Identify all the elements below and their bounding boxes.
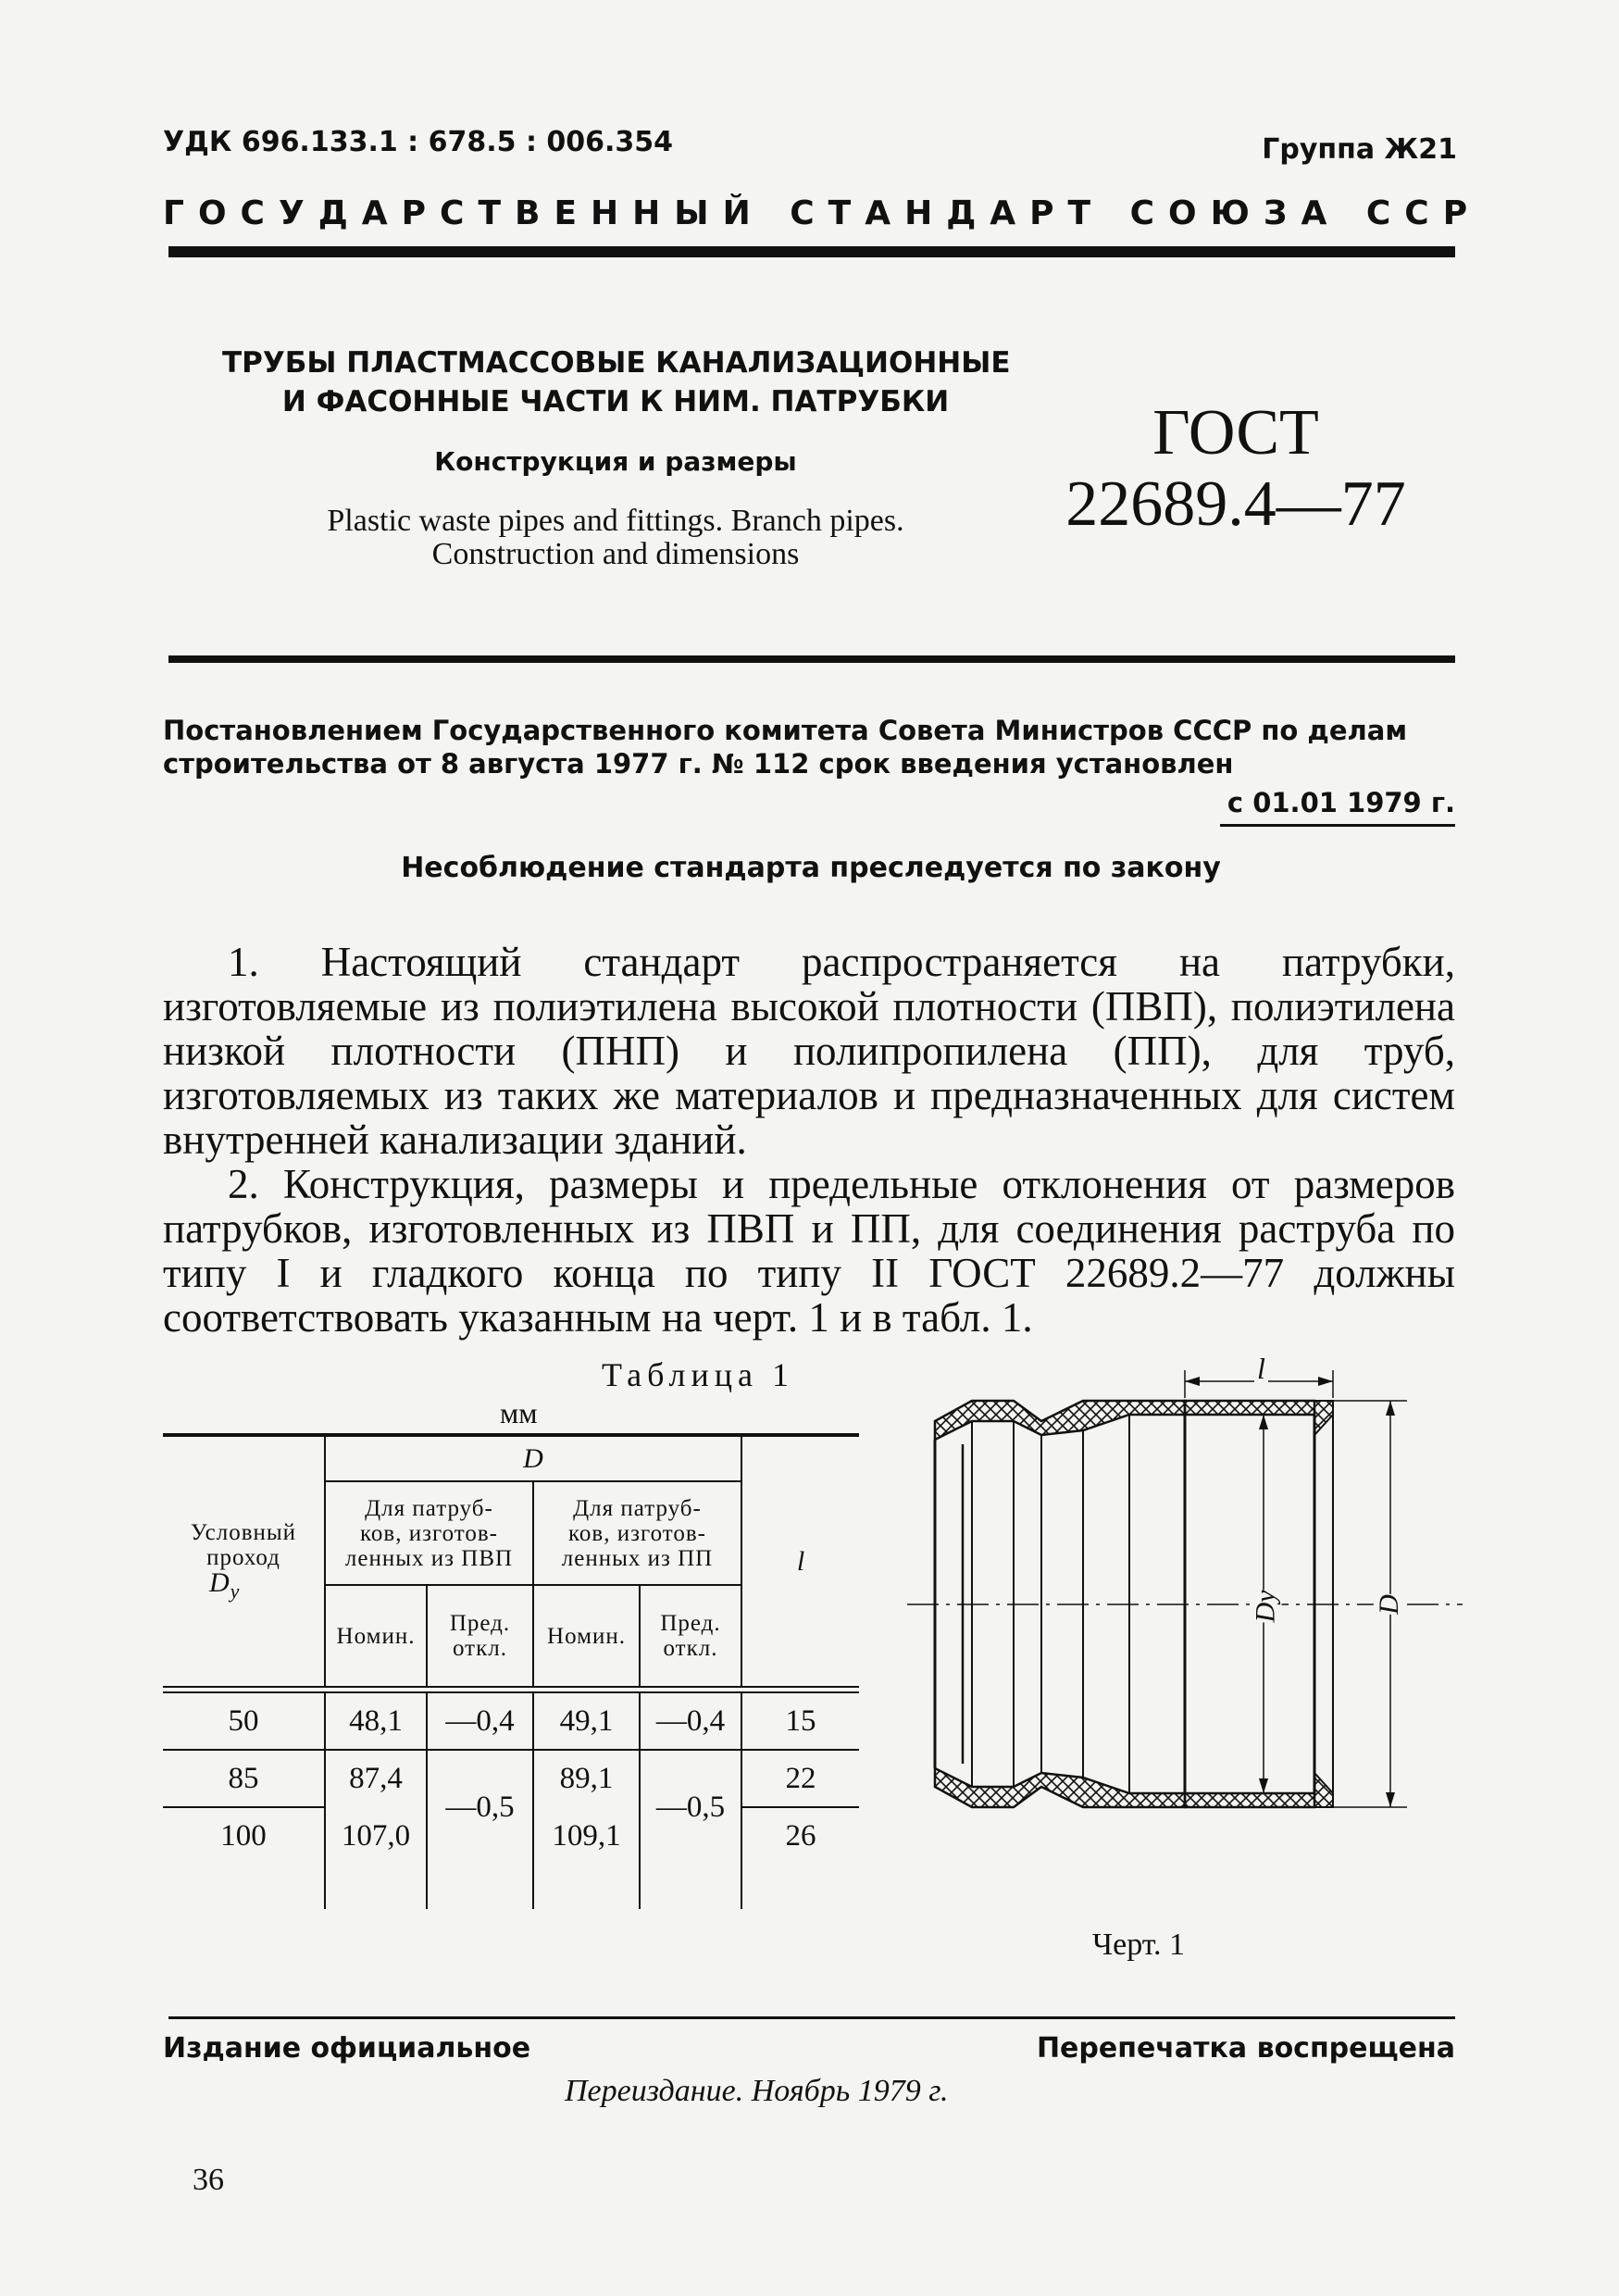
reprint-prohibited: Перепечатка воспрещена <box>1036 2032 1455 2065</box>
law-warning: Несоблюдение стандарта преследуется по закону <box>401 852 1221 884</box>
cell-pp-dev-merged: —0,5 <box>640 1750 741 1865</box>
drawing-caption: Черт. 1 <box>1092 1928 1186 1962</box>
cell-dn: 100 <box>163 1807 325 1865</box>
state-standard-banner: ГОСУДАРСТВЕННЫЙ СТАНДАРТ СОЮЗА ССР <box>163 194 1482 232</box>
reissue-note: Переиздание. Ноябрь 1979 г. <box>565 2074 949 2108</box>
footer-rule <box>168 2016 1455 2019</box>
cell-l: 22 <box>741 1750 859 1807</box>
header-nominal-diameter <box>163 1437 325 1687</box>
title-rule <box>168 655 1455 663</box>
udk-code: УДК 696.133.1 : 678.5 : 006.354 <box>163 126 674 158</box>
cell-pvp-nom: 48,1 <box>325 1692 427 1750</box>
header-pp-nominal: Номин. <box>533 1585 640 1687</box>
cell-pvp-dev: —0,4 <box>427 1692 533 1750</box>
english-title-line-2: Construction and dimensions <box>431 537 800 571</box>
table-caption: Таблица 1 <box>602 1356 794 1393</box>
cell-pp-nom: 109,1 <box>533 1807 640 1865</box>
table-row <box>163 1750 859 1807</box>
header-pvp-deviation <box>427 1585 533 1687</box>
body-text <box>163 940 1455 1340</box>
header-group-pp <box>533 1481 741 1585</box>
group-code: Группа Ж21 <box>1262 133 1457 166</box>
header-pp-line-1: Для патруб- <box>573 1495 702 1521</box>
gost-number: 22689.4—77 <box>1065 468 1406 540</box>
english-title-line-1: Plastic waste pipes and fittings. Branch pipes. <box>327 504 904 538</box>
cell-pvp-nom: 107,0 <box>325 1807 427 1865</box>
header-dn-line-1: Условный <box>190 1519 297 1545</box>
cell-l: 26 <box>785 1819 816 1853</box>
header-group-pvp <box>325 1481 533 1585</box>
header-pp-line-2: ков, изготов- <box>568 1520 706 1546</box>
cell-pp-dev: —0,4 <box>640 1692 741 1750</box>
cell-l: 15 <box>741 1692 859 1750</box>
paragraph-2: 2. Конструкция, размеры и предельные отклонения от размеров патрубков, изготовленных из ПВП и ПП, для соединения раструба по типу I и гладкого конца по типу II ГОСТ 22689.2—77 должны соответствовать указанным на черт. 1 и в табл. 1. <box>163 1161 1455 1341</box>
header-D: D <box>325 1437 741 1481</box>
header-pvp-line-3: ленных из ПВП <box>344 1545 514 1571</box>
header-l: l <box>796 1545 805 1577</box>
label-l: l <box>1254 1352 1268 1386</box>
pipe-chamfer-top <box>1314 1401 1333 1435</box>
table-1 <box>163 1433 859 1909</box>
decree-line-2: строительства от 8 августа 1977 г. № 112 срок введения установлен <box>163 748 1234 780</box>
header-pvp-nominal: Номин. <box>325 1585 427 1687</box>
table-unit: мм <box>500 1396 538 1429</box>
branch-pipe-section-drawing <box>907 1370 1463 1926</box>
table-row <box>163 1692 859 1750</box>
header-pp-line-3: ленных из ПП <box>561 1545 714 1571</box>
official-edition: Издание официальное <box>163 2032 531 2065</box>
decree-date: с 01.01 1979 г. <box>1227 787 1455 818</box>
pipe-chamfer-bottom <box>1314 1773 1333 1807</box>
decree-date-rule <box>1220 824 1455 827</box>
pipe-spigot-top <box>1185 1401 1314 1415</box>
label-dy: Dy <box>1250 1590 1281 1623</box>
title-line-1: ТРУБЫ ПЛАСТМАССОВЫЕ КАНАЛИЗАЦИОННЫЕ <box>222 346 1011 380</box>
header-pvp-line-2: ков, изготов- <box>360 1520 498 1546</box>
cell-pvp-dev-merged: —0,5 <box>427 1750 533 1865</box>
cell-pvp-nom: 87,4 <box>325 1750 427 1807</box>
title-line-2: И ФАСОННЫЕ ЧАСТИ К НИМ. ПАТРУБКИ <box>281 385 950 418</box>
pipe-spigot-bottom <box>1185 1793 1314 1807</box>
cell-dn: 50 <box>163 1692 325 1750</box>
header-dn-symbol: $D_у$ <box>209 1566 241 1603</box>
gost-label: ГОСТ <box>1152 397 1319 468</box>
header-pvp-line-1: Для патруб- <box>365 1495 493 1521</box>
page-number: 36 <box>193 2163 224 2197</box>
header-pp-deviation <box>640 1585 741 1687</box>
cell-dn: 85 <box>163 1750 325 1807</box>
paragraph-1: 1. Настоящий стандарт распространяется на патрубки, изготовляемые из полиэтилена высокой плотности (ПВП), полиэтилена низкой плотности (ПНП) и полипропилена (ПП), для труб, изготовляемых из таких же материалов и предназначенных для систем внутренней канализации зданий. <box>163 939 1455 1163</box>
subtitle: Конструкция и размеры <box>434 446 797 477</box>
cell-pp-nom: 49,1 <box>533 1692 640 1750</box>
header-pp-dev-line-1: Пред. <box>660 1611 721 1636</box>
header-pp-dev-line-2: откл. <box>663 1636 718 1661</box>
decree-line-1: Постановлением Государственного комитета Совета Министров СССР по делам <box>163 715 1408 746</box>
header-dn-line-2: проход <box>206 1544 280 1570</box>
cell-pp-nom: 89,1 <box>533 1750 640 1807</box>
header-pvp-dev-line-2: откл. <box>453 1636 507 1661</box>
label-D: D <box>1373 1594 1404 1615</box>
header-rule <box>168 246 1455 257</box>
drawing-1 <box>907 1352 1463 1926</box>
header-pvp-dev-line-1: Пред. <box>449 1611 511 1636</box>
